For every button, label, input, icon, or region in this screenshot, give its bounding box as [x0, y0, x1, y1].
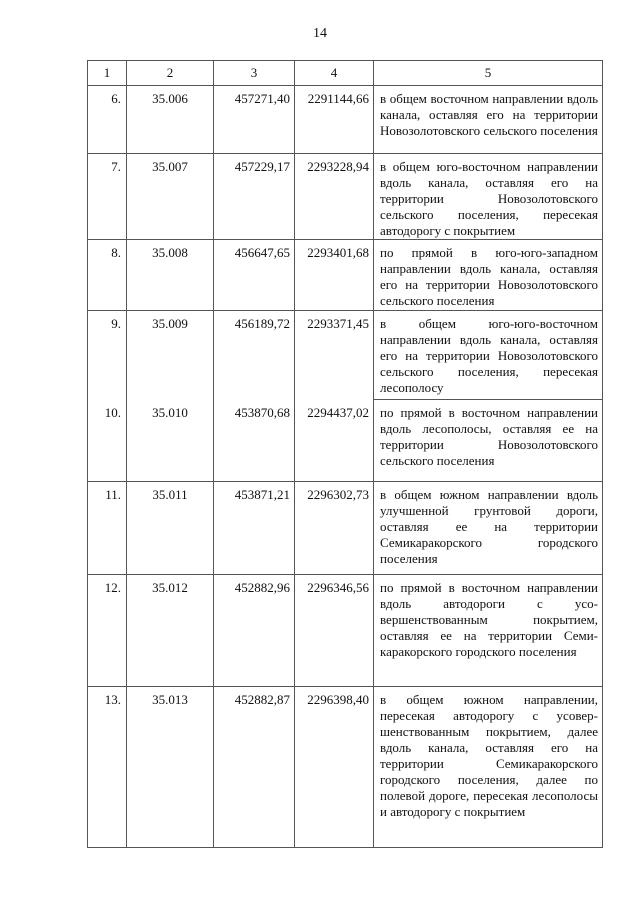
- row-number: 9.: [88, 311, 127, 400]
- boundary-description: в общем южном направлении вдоль улучшенной грунтовой дороги, оставляя ее на территории Семикаракорского городского поселения: [374, 482, 603, 575]
- coordinate-y: 2296302,73: [295, 482, 374, 575]
- coordinate-x: 452882,87: [214, 687, 295, 848]
- boundary-description: в общем юго-юго-восточном направлении вдоль канала, оставляя его на территории Новозолотовского сельского поселения, пересекая лесополосу: [374, 311, 603, 400]
- coordinate-y: 2294437,02: [295, 400, 374, 482]
- coordinate-y: 2291144,66: [295, 86, 374, 154]
- point-id: 35.013: [127, 687, 214, 848]
- boundary-description: по прямой в юго-юго-западном направлении вдоль канала, оставляя его на территории Новозолотовского сельского поселения: [374, 240, 603, 311]
- boundary-description: в общем юго-восточном направлении вдоль канала, оставляя его на территории Новозолотовского сельского поселения, пересекая автодорогу с покрытием: [374, 154, 603, 240]
- header-col-4: 4: [295, 61, 374, 86]
- header-col-3: 3: [214, 61, 295, 86]
- coordinate-x: 452882,96: [214, 575, 295, 687]
- table-row: [88, 400, 603, 482]
- table-row: [88, 311, 603, 400]
- row-number: 12.: [88, 575, 127, 687]
- boundary-description: в общем южном направлении, пересекая автодорогу с усовершенствованным покрытием, далее вдоль канала, оставляя его на территории Семикаракорского городского поселения, далее по полевой дороге, пересекая лесополосы и автодорогу с покрытием: [374, 687, 603, 848]
- coordinate-x: 453871,21: [214, 482, 295, 575]
- row-number: 10.: [88, 400, 127, 482]
- boundary-description: по прямой в восточном направлении вдоль автодороги с усовершенствованным покрытием, оставляя ее на территории Семикаракорского городского поселения: [374, 575, 603, 687]
- boundary-points-table: [87, 60, 603, 848]
- point-id: 35.010: [127, 400, 214, 482]
- point-id: 35.007: [127, 154, 214, 240]
- header-col-2: 2: [127, 61, 214, 86]
- header-col-1: 1: [88, 61, 127, 86]
- boundary-description: по прямой в восточном направлении вдоль лесополосы, оставляя ее на территории Новозолотовского сельского поселения: [374, 400, 603, 482]
- coordinate-x: 456189,72: [214, 311, 295, 400]
- row-number: 7.: [88, 154, 127, 240]
- table-row: [88, 86, 603, 154]
- coordinate-x: 457271,40: [214, 86, 295, 154]
- row-number: 6.: [88, 86, 127, 154]
- coordinate-x: 453870,68: [214, 400, 295, 482]
- table-row: [88, 154, 603, 240]
- coordinate-y: 2293228,94: [295, 154, 374, 240]
- point-id: 35.006: [127, 86, 214, 154]
- coordinate-y: 2293371,45: [295, 311, 374, 400]
- coordinate-x: 456647,65: [214, 240, 295, 311]
- page-number: 14: [313, 26, 327, 41]
- coordinate-x: 457229,17: [214, 154, 295, 240]
- row-number: 8.: [88, 240, 127, 311]
- table-row: [88, 575, 603, 687]
- header-col-5: 5: [374, 61, 603, 86]
- boundary-description: в общем восточном направлении вдоль канала, оставляя его на территории Новозолотовского сельского поселения: [374, 86, 603, 154]
- coordinate-y: 2296346,56: [295, 575, 374, 687]
- point-id: 35.012: [127, 575, 214, 687]
- table-header-row: [88, 61, 603, 86]
- coordinate-y: 2296398,40: [295, 687, 374, 848]
- table-row: [88, 240, 603, 311]
- point-id: 35.011: [127, 482, 214, 575]
- point-id: 35.008: [127, 240, 214, 311]
- table-row: [88, 482, 603, 575]
- table-row: [88, 687, 603, 848]
- row-number: 13.: [88, 687, 127, 848]
- point-id: 35.009: [127, 311, 214, 400]
- coordinate-y: 2293401,68: [295, 240, 374, 311]
- row-number: 11.: [88, 482, 127, 575]
